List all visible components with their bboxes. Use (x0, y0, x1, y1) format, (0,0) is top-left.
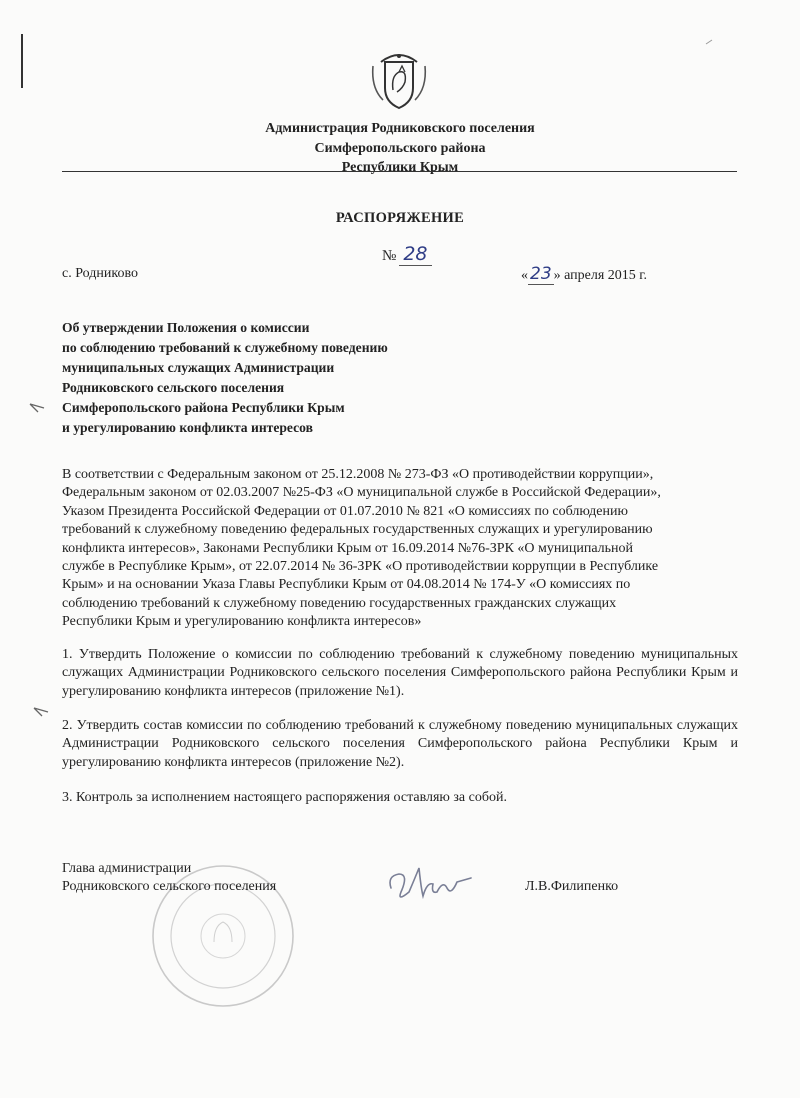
place: с. Родниково (62, 266, 138, 281)
intro-line: Республики Крым и урегулированию конфликта интересов» (62, 614, 422, 630)
org-line-2: Симферопольского района (314, 141, 486, 156)
intro-line: Федеральным законом от 02.03.2007 №25-ФЗ «О муниципальной службе в Российской Федерации», (62, 485, 661, 501)
subject-line: Симферопольского района Республики Крым (62, 400, 345, 415)
subject-line: муниципальных служащих Администрации (62, 360, 335, 375)
signer-name: Л.В.Филипенко (525, 879, 619, 894)
crimea-coat-of-arms-icon (369, 48, 429, 110)
number-value: 28 (399, 243, 431, 266)
subject-line: и урегулированию конфликта интересов (62, 420, 313, 435)
intro-line: соблюдению требований к служебному поведению государственных гражданских служащих (62, 595, 617, 611)
header-divider (62, 171, 737, 172)
number-prefix: № (382, 248, 397, 264)
date-rest: » апреля 2015 г. (553, 268, 647, 283)
document-number (382, 243, 432, 265)
intro-line: конфликта интересов», Законами Республики Крым от 16.09.2014 №76-ЗРК «О муниципальной (62, 540, 634, 556)
intro-paragraph (62, 466, 738, 632)
intro-line: службе в Республике Крым», от 22.07.2014 № 36-ЗРК «О противодействии коррупции в Республике (62, 559, 659, 575)
subject-line: Об утверждении Положения о комиссии (62, 320, 310, 335)
subject-line: Родниковского сельского поселения (62, 380, 285, 395)
org-line-1: Администрация Родниковского поселения (265, 121, 535, 136)
handwritten-signature-icon (385, 858, 475, 908)
org-line-3: Республики Крым (341, 160, 459, 175)
item-2: 2. Утвердить состав комиссии по соблюдению требований к служебному поведению муниципальных служащих Администрации Родниковского сельского поселения Симферопольского района Республики Крым и урегулированию конфликта интересов (приложение №2). (62, 718, 738, 770)
intro-line: Крым» и на основании Указа Главы Республики Крым от 04.08.2014 № 174-У «О комиссиях по (62, 577, 631, 593)
item-1: 1. Утвердить Положение о комиссии по соблюдению требований к служебному поведению муниципальных служащих Администрации Родниковского сельского поселения Симферопольского района Республики Крым и урегулированию конфликта интересов (приложение №1). (62, 647, 738, 699)
item-3: 3. Контроль за исполнением настоящего распоряжения оставляю за собой. (62, 790, 507, 805)
subject-line: по соблюдению требований к служебному поведению (62, 340, 388, 355)
intro-line: В соответствии с Федеральным законом от 25.12.2008 № 273-ФЗ «О противодействии коррупции», (62, 467, 654, 482)
date-quote-open: « (521, 268, 528, 283)
signer-position (62, 860, 276, 896)
document-date (521, 264, 647, 284)
intro-line: Указом Президента Российской Федерации от 01.07.2010 № 821 «О комиссиях по соблюдению (62, 503, 628, 519)
document-title: РАСПОРЯЖЕНИЕ (335, 210, 465, 226)
signer-position-line: Родниковского сельского поселения (62, 879, 277, 894)
intro-line: требований к служебному поведению федеральных государственных служащих и урегулированию (62, 522, 653, 538)
signer-position-line: Глава администрации (62, 861, 192, 876)
subject-block (62, 318, 482, 438)
date-day: 23 (530, 264, 552, 284)
